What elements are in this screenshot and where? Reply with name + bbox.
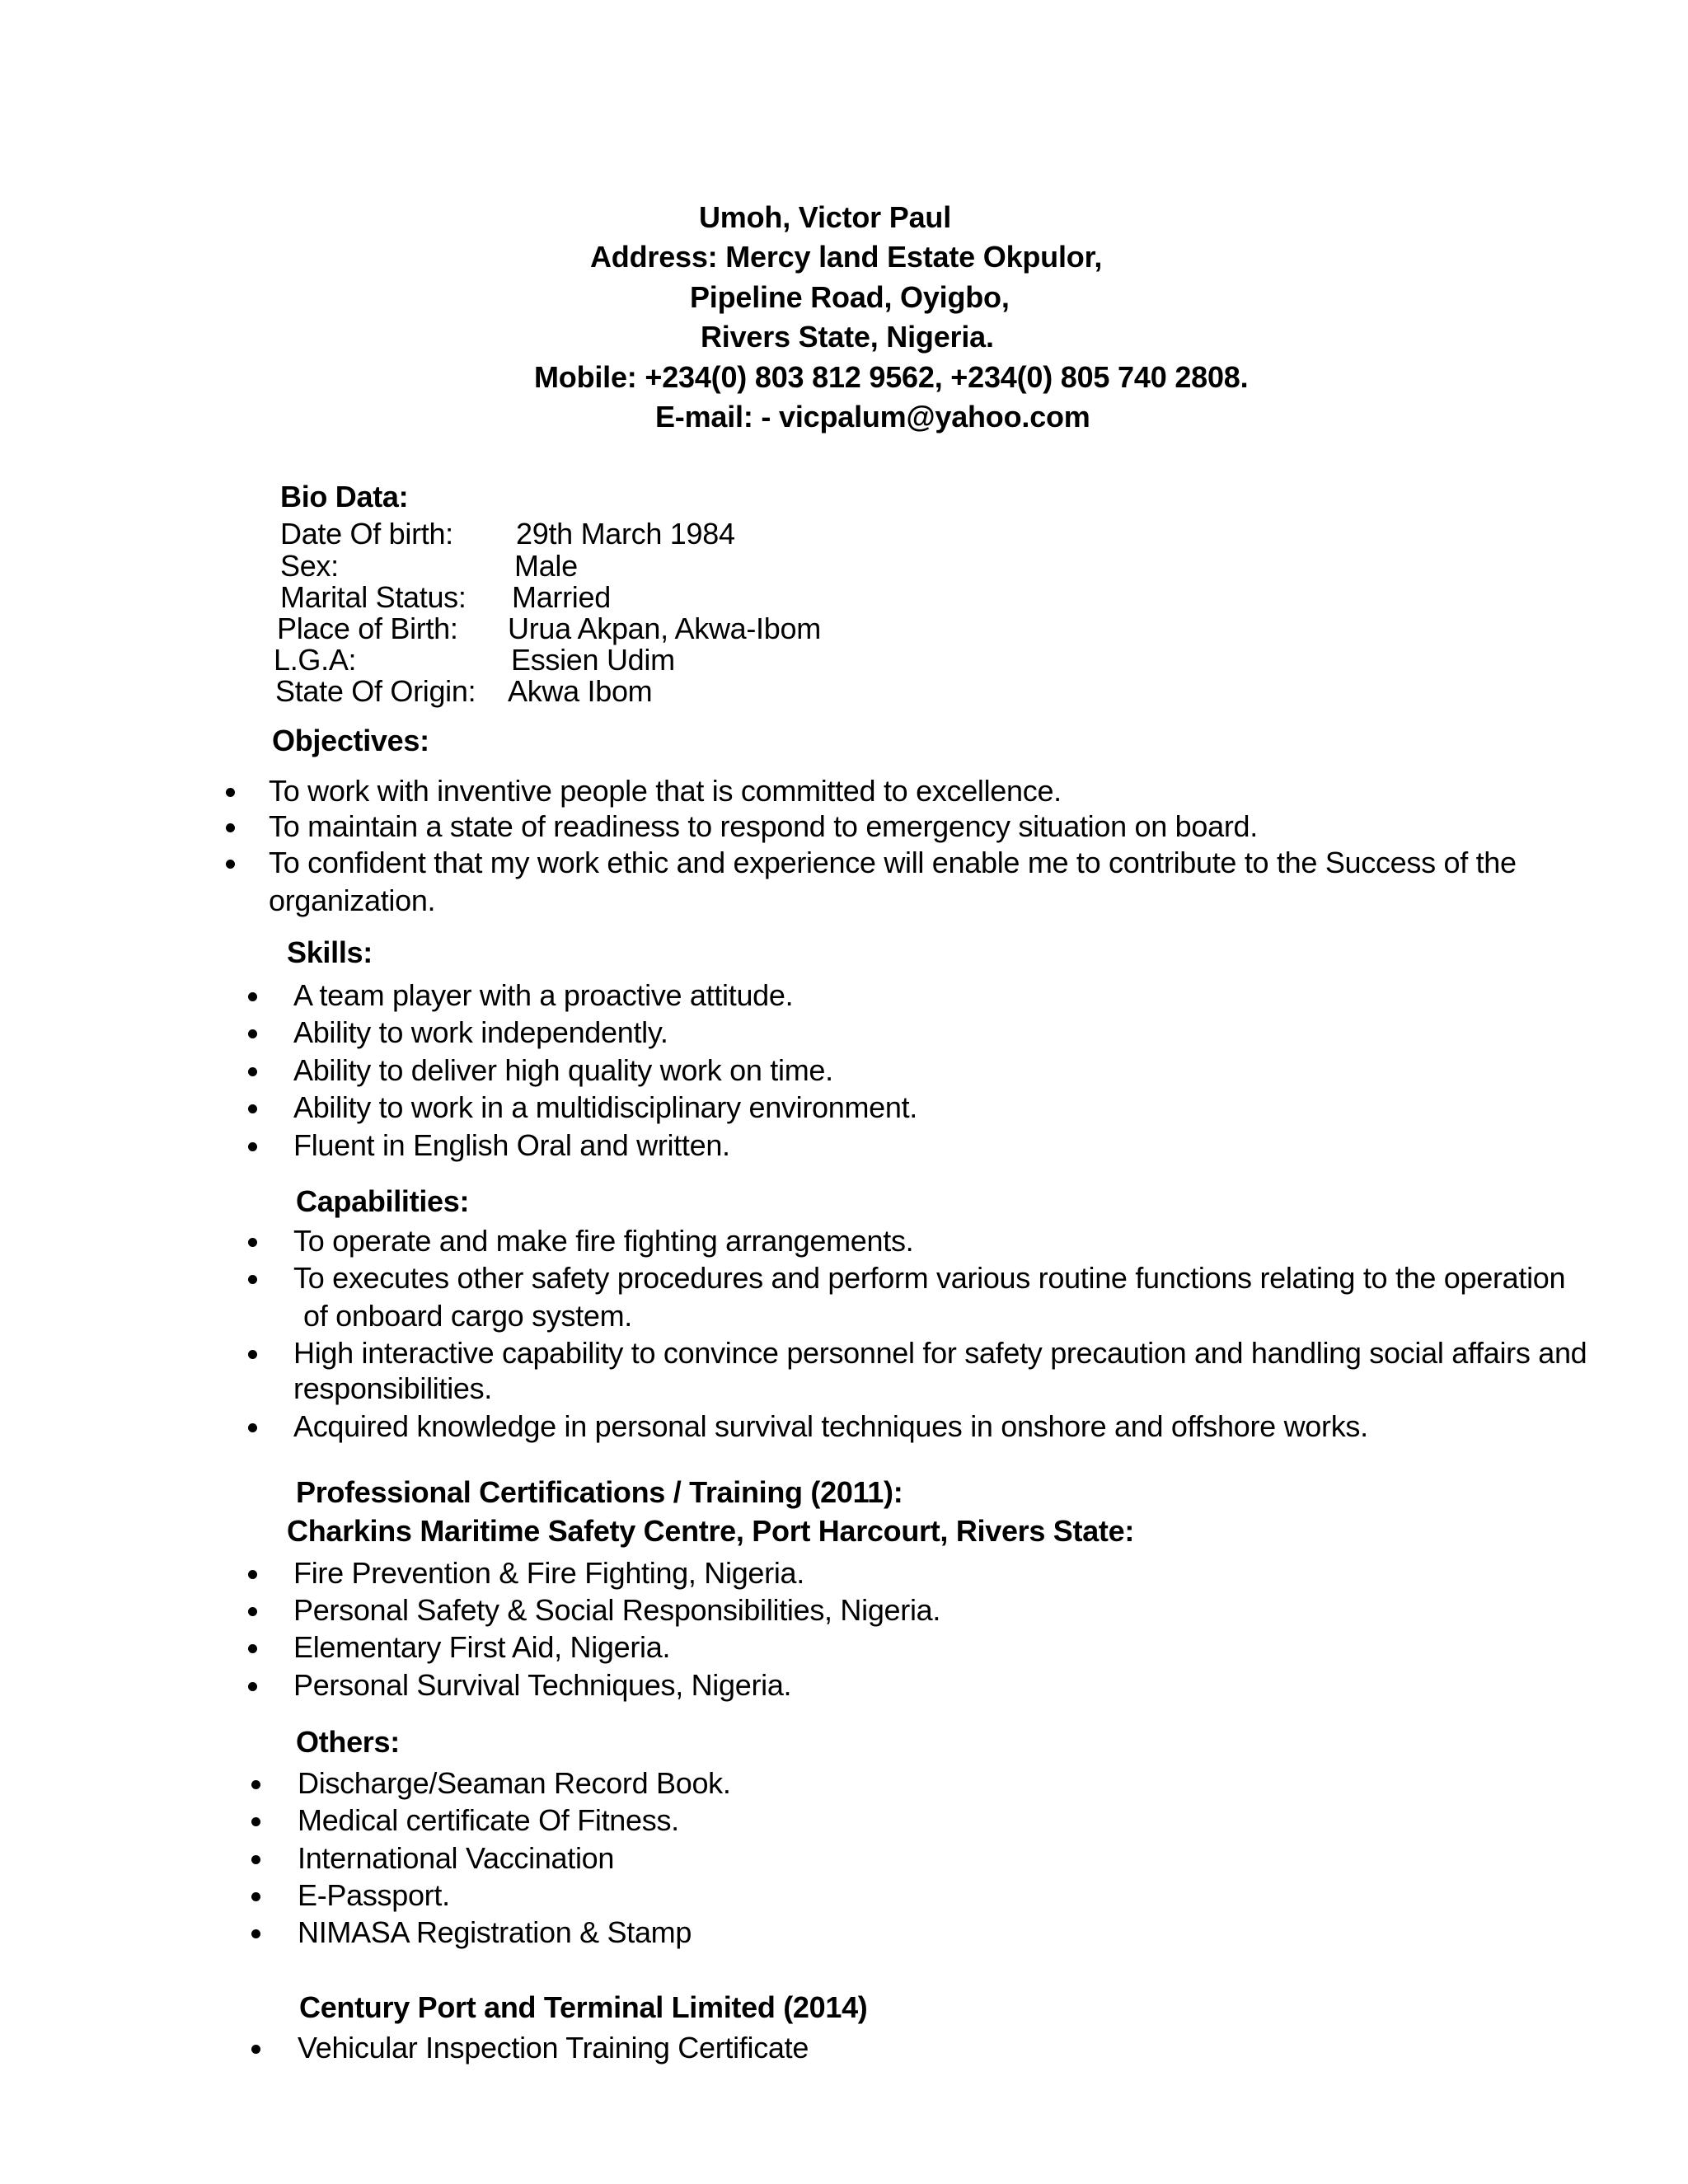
mobile-line: Mobile: +234(0) 803 812 9562, +234(0) 805 740 2808. xyxy=(534,360,1249,394)
bio-row xyxy=(0,644,1688,677)
bullet-icon xyxy=(226,823,235,832)
bullet-icon xyxy=(248,1067,257,1076)
others-heading: Others: xyxy=(296,1725,400,1759)
bullet-icon xyxy=(248,1238,257,1247)
bullet-icon xyxy=(248,992,257,1001)
bio-row xyxy=(0,550,1688,583)
list-item-text: International Vaccination xyxy=(298,1841,615,1875)
list-item-text: Personal Safety & Social Responsibilities, Nigeria. xyxy=(293,1593,941,1627)
bullet-icon xyxy=(251,1929,260,1938)
bullet-icon xyxy=(248,1029,257,1038)
list-item-text: Medical certificate Of Fitness. xyxy=(298,1803,679,1837)
bullet-icon xyxy=(251,1892,260,1901)
email-line: E-mail: - vicpalum@yahoo.com xyxy=(655,400,1090,434)
bio-value: Urua Akpan, Akwa-Ibom xyxy=(508,612,821,645)
bullet-icon xyxy=(248,1570,257,1579)
bullet-icon xyxy=(251,2045,260,2054)
list-item-text: Ability to deliver high quality work on time. xyxy=(293,1053,833,1087)
bullet-icon xyxy=(248,1423,257,1432)
bio-label: Date Of birth: xyxy=(280,517,453,551)
bio-label: State Of Origin: xyxy=(275,674,476,708)
bullet-icon xyxy=(248,1275,257,1284)
capabilities-heading: Capabilities: xyxy=(296,1184,470,1218)
list-item-text: To work with inventive people that is committed to excellence. xyxy=(269,774,1062,808)
list-item-text: To maintain a state of readiness to respond to emergency situation on board. xyxy=(269,809,1258,843)
address-line-3: Rivers State, Nigeria. xyxy=(701,320,994,354)
bullet-icon xyxy=(248,1350,257,1359)
bio-label: Marital Status: xyxy=(280,580,467,614)
list-item-text: A team player with a proactive attitude. xyxy=(293,978,794,1012)
list-item-text: Ability to work independently. xyxy=(293,1015,668,1049)
list-item-text: NIMASA Registration & Stamp xyxy=(298,1915,692,1949)
bullet-icon xyxy=(251,1817,260,1826)
bullet-icon xyxy=(248,1682,257,1691)
list-item-text: Personal Survival Techniques, Nigeria. xyxy=(293,1668,792,1702)
list-item-text: of onboard cargo system. xyxy=(303,1299,633,1333)
bullet-icon xyxy=(226,788,235,797)
list-item-text: Elementary First Aid, Nigeria. xyxy=(293,1630,671,1664)
bullet-icon xyxy=(226,860,235,869)
bullet-icon xyxy=(248,1644,257,1653)
bio-value: Essien Udim xyxy=(511,643,675,677)
bullet-icon xyxy=(248,1104,257,1113)
bio-value: 29th March 1984 xyxy=(516,517,735,551)
certifications-heading: Professional Certifications / Training (2011): xyxy=(296,1475,903,1509)
bullet-icon xyxy=(248,1142,257,1151)
list-item-text: Fire Prevention & Fire Fighting, Nigeria. xyxy=(293,1556,804,1590)
bio-row xyxy=(0,675,1688,708)
list-item-text: Fluent in English Oral and written. xyxy=(293,1128,730,1162)
list-item-text: organization. xyxy=(269,883,436,917)
list-item-text: High interactive capability to convince personnel for safety precaution and handling social affairs and xyxy=(293,1336,1587,1370)
list-item-text: To executes other safety procedures and perform various routine functions relating to the operation xyxy=(293,1261,1566,1295)
bio-value: Akwa Ibom xyxy=(508,674,653,708)
bullet-icon xyxy=(251,1780,260,1789)
list-item-text: To confident that my work ethic and experience will enable me to contribute to the Success of the xyxy=(269,846,1517,879)
address-line-2: Pipeline Road, Oyigbo, xyxy=(690,280,1010,314)
list-item-text: Vehicular Inspection Training Certificate xyxy=(298,2031,809,2064)
skills-heading: Skills: xyxy=(287,935,373,969)
list-item-text: Discharge/Seaman Record Book. xyxy=(298,1766,731,1800)
address-line-1: Address: Mercy land Estate Okpulor, xyxy=(590,240,1103,274)
bio-label: L.G.A: xyxy=(274,643,357,677)
bio-row xyxy=(0,518,1688,551)
bio-row xyxy=(0,581,1688,614)
bio-row xyxy=(0,612,1688,645)
bio-data-heading: Bio Data: xyxy=(280,480,409,513)
objectives-heading: Objectives: xyxy=(272,724,429,757)
bio-value: Married xyxy=(512,580,611,614)
bio-label: Sex: xyxy=(280,549,339,583)
century-port-heading: Century Port and Terminal Limited (2014) xyxy=(299,1990,868,2024)
list-item-text: E-Passport. xyxy=(298,1878,450,1912)
list-item-text: To operate and make fire fighting arrangements. xyxy=(293,1224,914,1258)
certifications-subheading: Charkins Maritime Safety Centre, Port Harcourt, Rivers State: xyxy=(287,1514,1135,1548)
list-item-text: Ability to work in a multidisciplinary environment. xyxy=(293,1090,917,1124)
applicant-name: Umoh, Victor Paul xyxy=(699,200,951,234)
bullet-icon xyxy=(251,1855,260,1864)
list-item-text: responsibilities. xyxy=(293,1371,493,1405)
bio-label: Place of Birth: xyxy=(277,612,458,645)
bullet-icon xyxy=(248,1607,257,1616)
bio-value: Male xyxy=(514,549,578,583)
list-item-text: Acquired knowledge in personal survival techniques in onshore and offshore works. xyxy=(293,1409,1368,1443)
